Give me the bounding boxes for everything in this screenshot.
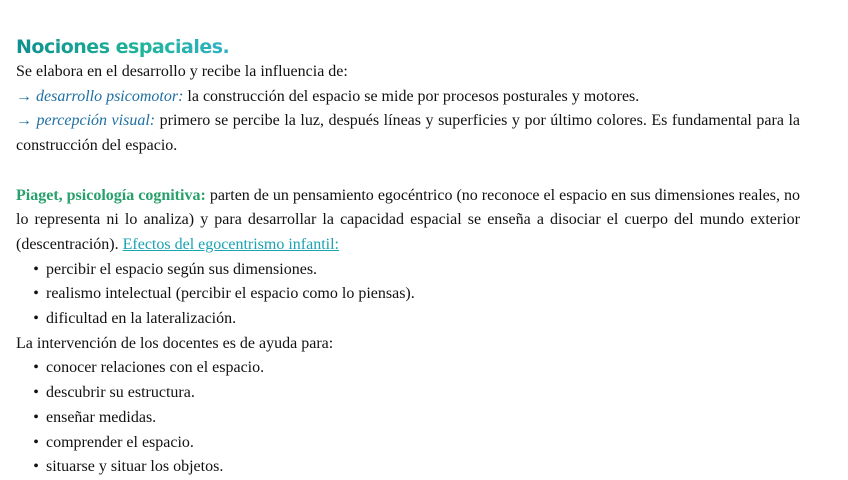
- bullet-icon: •: [33, 433, 39, 451]
- title-text: Nociones espaciales.: [16, 36, 230, 58]
- list-item-text: realismo intelectual (percibir el espacio como lo piensas).: [46, 285, 415, 303]
- list-item-text: conocer relaciones con el espacio.: [46, 359, 265, 377]
- item-psicomotor: [16, 85, 800, 110]
- bullet-icon: •: [33, 458, 39, 476]
- egocentrismo-link[interactable]: Efectos del egocentrismo infantil:: [122, 235, 339, 253]
- bullet-icon: •: [33, 408, 39, 426]
- list-item: [16, 258, 800, 283]
- list-item-text: dificultad en la lateralización.: [46, 310, 237, 328]
- list-item-text: comprender el espacio.: [46, 433, 194, 451]
- item-psicomotor-label: → desarrollo psicomotor:: [16, 87, 184, 105]
- list-item-text: situarse y situar los objetos.: [46, 458, 224, 476]
- list-item: [16, 381, 800, 406]
- effects-list: [16, 258, 800, 332]
- page-title: [16, 34, 800, 60]
- list-item-text: enseñar medidas.: [46, 408, 157, 426]
- list-item: [16, 356, 800, 381]
- interventions-list: [16, 356, 800, 480]
- bullet-icon: •: [33, 384, 39, 402]
- intro-paragraph: Se elabora en el desarrollo y recibe la influencia de:: [16, 63, 348, 80]
- piaget-paragraph: [16, 184, 800, 258]
- item-percepcion: [16, 109, 800, 158]
- bullet-icon: •: [33, 310, 39, 328]
- item-percepcion-label: → percepción visual:: [16, 112, 156, 130]
- list-item: [16, 406, 800, 431]
- paragraph-spacer: [16, 159, 800, 184]
- document-page: [16, 34, 800, 480]
- item-psicomotor-text: la construcción del espacio se mide por procesos posturales y motores.: [187, 87, 640, 105]
- bullet-icon: •: [33, 359, 39, 377]
- piaget-label: Piaget, psicología cognitiva:: [16, 186, 206, 204]
- list-item: [16, 455, 800, 480]
- intervention-intro: La intervención de los docentes es de ayuda para:: [16, 334, 334, 352]
- list-item-text: descubrir su estructura.: [46, 384, 195, 402]
- list-item: [16, 307, 800, 332]
- bullet-icon: •: [33, 260, 39, 278]
- list-item: [16, 282, 800, 307]
- list-item-text: percibir el espacio según sus dimensiones.: [46, 260, 318, 278]
- bullet-icon: •: [33, 285, 39, 303]
- piaget-text: parten de un pensamiento egocéntrico (no reconoce el espacio en sus dimensiones reales, no lo representa ni lo analiza) y para desarrollar la capacidad espacial se enseña a disociar el cuerpo del mundo exterior (descentración).: [16, 186, 800, 253]
- item-percepcion-text: primero se percibe la luz, después líneas y superficies y por último colores. Es fundamental para la construcción del espacio.: [16, 112, 801, 155]
- list-item: [16, 431, 800, 456]
